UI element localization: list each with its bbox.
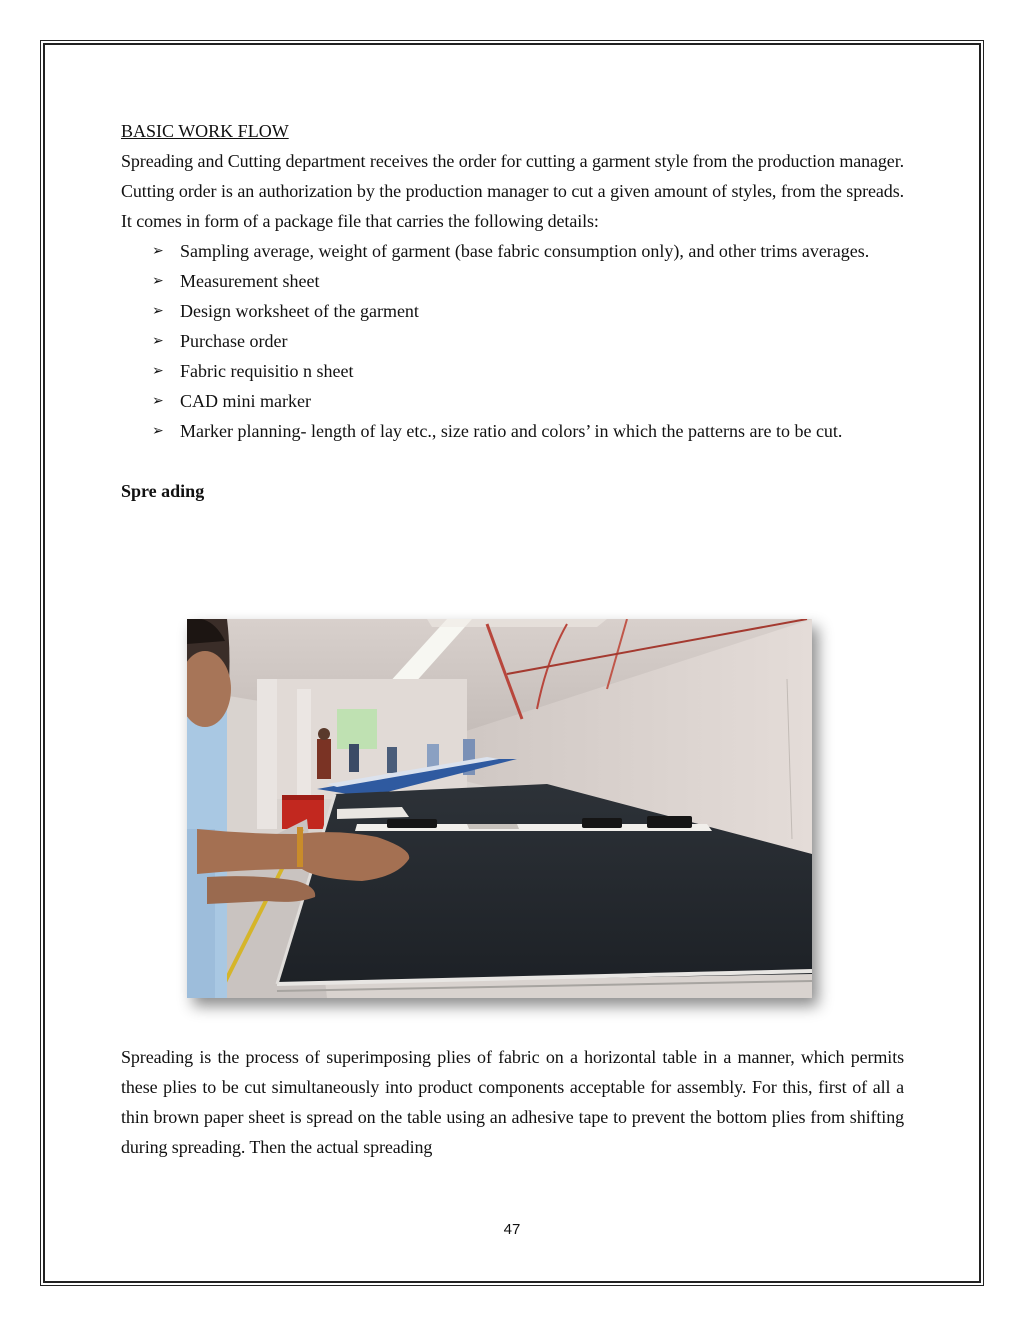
list-item: ➢ Fabric requisitio n sheet bbox=[152, 356, 904, 386]
arrow-bullet-icon: ➢ bbox=[152, 303, 164, 319]
list-item: ➢ CAD mini marker bbox=[152, 386, 904, 416]
list-item: ➢ Sampling average, weight of garment (base fabric consumption only), and other trims averages. bbox=[152, 236, 904, 266]
arrow-bullet-icon: ➢ bbox=[152, 243, 164, 259]
details-list bbox=[121, 236, 904, 446]
list-item: ➢ Design worksheet of the garment bbox=[152, 296, 904, 326]
spreading-paragraph: Spreading is the process of superimposing plies of fabric on a horizontal table in a manner, which permits these plies to be cut simultaneously into product components acceptable for assembly. For this, first of all a thin brown paper sheet is spread on the table using an adhesive tape to prevent the bottom plies from shifting during spreading. Then the actual spreading bbox=[121, 1047, 904, 1157]
page-number: 47 bbox=[503, 1221, 521, 1238]
fabric-spreading-table-photo bbox=[187, 619, 812, 998]
spreading-title: Spre ading bbox=[121, 481, 205, 501]
arrow-bullet-icon: ➢ bbox=[152, 423, 164, 439]
fabric-spreading-photo bbox=[187, 619, 812, 998]
arrow-bullet-icon: ➢ bbox=[152, 393, 164, 409]
list-item: ➢ Marker planning- length of lay etc., size ratio and colors’ in which the patterns are to be cut. bbox=[152, 416, 904, 446]
arrow-bullet-icon: ➢ bbox=[152, 363, 164, 379]
arrow-bullet-icon: ➢ bbox=[152, 333, 164, 349]
intro-paragraph: Spreading and Cutting department receives the order for cutting a garment style from the production manager. Cutting order is an authorization by the production manager to cut a given amount of styles, from the spreads. It comes in form of a package file that carries the following details: bbox=[121, 151, 904, 231]
list-item: ➢ Purchase order bbox=[152, 326, 904, 356]
arrow-bullet-icon: ➢ bbox=[152, 273, 164, 289]
list-item: ➢ Measurement sheet bbox=[152, 266, 904, 296]
section-heading: BASIC WORK FLOW bbox=[121, 121, 289, 141]
page-content bbox=[121, 116, 904, 506]
